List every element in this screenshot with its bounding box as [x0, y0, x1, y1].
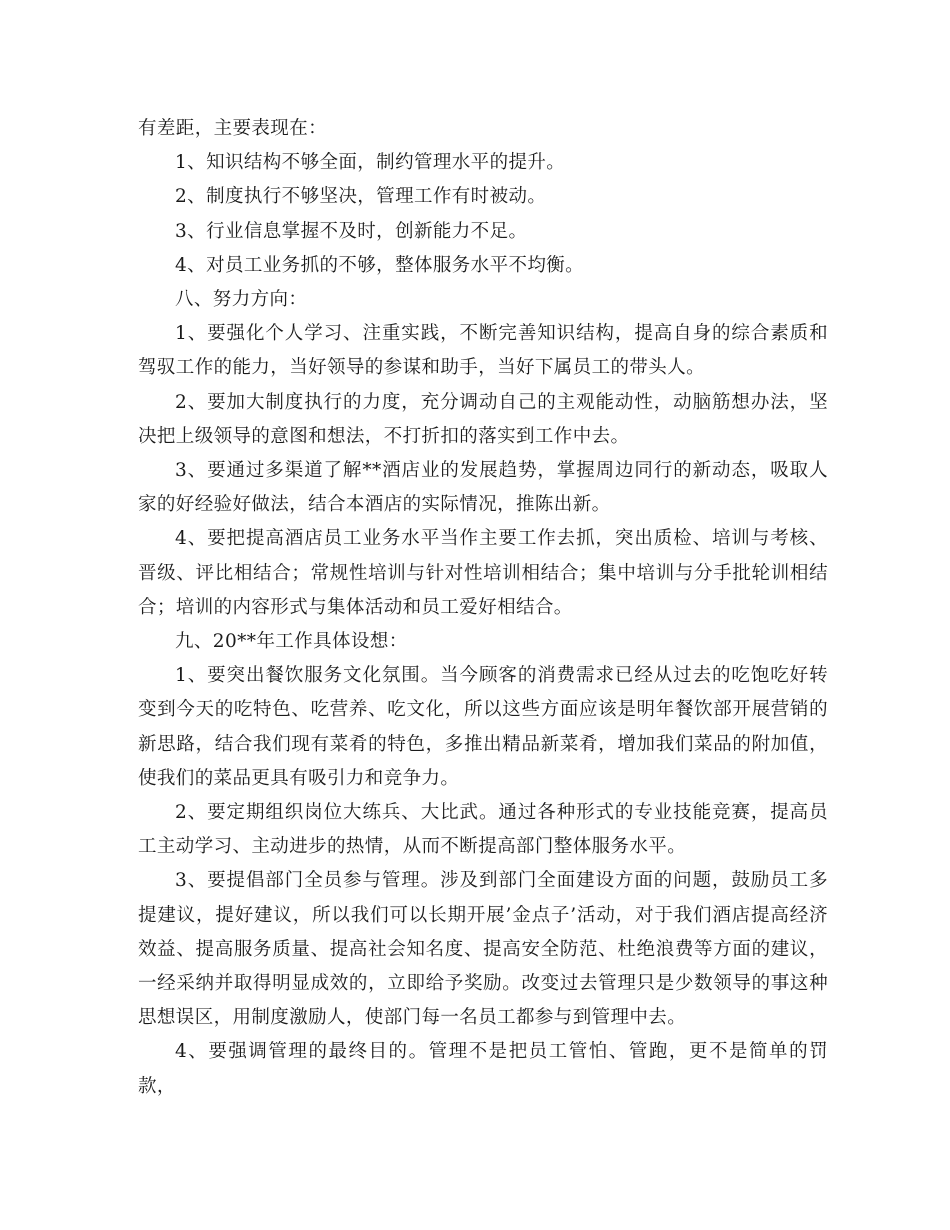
paragraph-plan-3: 3、要提倡部门全员参与管理。涉及到部门全面建设方面的问题，鼓励员工多提建议，提好建议，所以我们可以长期开展’金点子’活动，对于我们酒店提高经济效益、提高服务质量、提高社会知名度、提高安全防范、杜绝浪费等方面的建议，一经采纳并取得明显成效的，立即给予奖励。改变过去管理只是少数领导的事这种思想误区，用制度激励人，使部门每一名员工都参与到管理中去。: [138, 870, 828, 1029]
document-body: [138, 112, 828, 1104]
section-heading-plan: 九、20**年工作具体设想：: [175, 631, 408, 653]
paragraph-plan-2: 2、要定期组织岗位大练兵、大比武。通过各种形式的专业技能竞赛，提高员工主动学习、主动进步的热情，从而不断提高部门整体服务水平。: [138, 802, 828, 858]
paragraph-direction-2: 2、要加大制度执行的力度，充分调动自己的主观能动性，动脑筋想办法，坚决把上级领导的意图和想法，不打折扣的落实到工作中去。: [138, 391, 828, 447]
paragraph-direction-1: 1、要强化个人学习、注重实践，不断完善知识结构，提高自身的综合素质和驾驭工作的能力，当好领导的参谋和助手，当好下属员工的带头人。: [138, 323, 828, 379]
section-heading-direction: 八、努力方向：: [175, 289, 308, 311]
paragraph-continuation: 有差距，主要表现在：: [138, 118, 328, 139]
paragraph-plan-1: 1、要突出餐饮服务文化氛围。当今顾客的消费需求已经从过去的吃饱吃好转变到今天的吃特色、吃营养、吃文化，所以这些方面应该是明年餐饮部开展营销的新思路，结合我们现有菜肴的特色，多推出精品新菜肴，增加我们菜品的附加值，使我们的菜品更具有吸引力和竞争力。: [138, 665, 828, 789]
paragraph-direction-4: 4、要把提高酒店员工业务水平当作主要工作去抓，突出质检、培训与考核、晋级、评比相结合；常规性培训与针对性培训相结合；集中培训与分手批轮训相结合；培训的内容形式与集体活动和员工爱好相结合。: [138, 528, 828, 618]
paragraph-direction-3: 3、要通过多渠道了解**酒店业的发展趋势，掌握周边同行的新动态，吸取人家的好经验好做法，结合本酒店的实际情况，推陈出新。: [138, 460, 828, 516]
paragraph-plan-4: 4、要强调管理的最终目的。管理不是把员工管怕、管跑，更不是简单的罚款，: [138, 1041, 828, 1097]
paragraph-shortcoming-2: 2、制度执行不够坚决，管理工作有时被动。: [175, 186, 547, 208]
paragraph-shortcoming-1: 1、知识结构不够全面，制约管理水平的提升。: [175, 152, 566, 174]
paragraph-shortcoming-4: 4、对员工业务抓的不够，整体服务水平不均衡。: [175, 254, 585, 276]
paragraph-shortcoming-3: 3、行业信息掌握不及时，创新能力不足。: [175, 220, 528, 242]
